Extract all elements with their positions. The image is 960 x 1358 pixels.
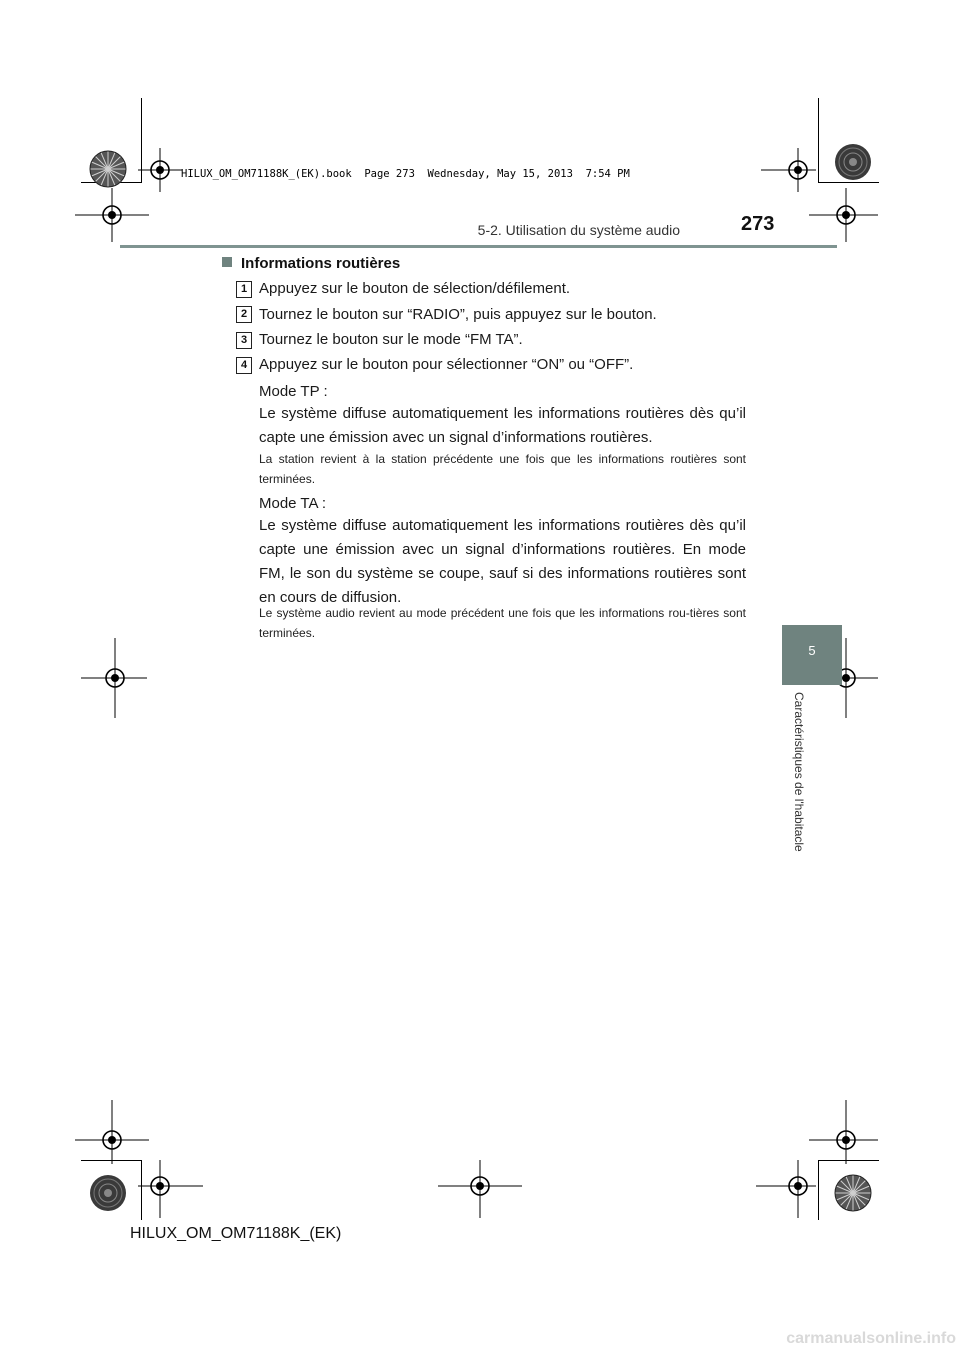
header-rule bbox=[120, 245, 837, 248]
mode-tp-heading: Mode TP : bbox=[259, 383, 328, 400]
color-wheel-icon bbox=[87, 1172, 129, 1214]
crop-line bbox=[818, 1160, 819, 1220]
crop-line bbox=[141, 1160, 142, 1220]
chapter-number: 5 bbox=[808, 643, 816, 658]
chapter-label: Caractéristiques de l'habitacle bbox=[792, 692, 806, 852]
page-number: 273 bbox=[741, 213, 775, 235]
step-text: Tournez le bouton sur le mode “FM TA”. bbox=[259, 331, 523, 348]
registration-mark-icon bbox=[148, 158, 149, 159]
mode-ta-note: Le système audio revient au mode précédent une fois que les informations rou-tières sont terminées. bbox=[259, 606, 746, 640]
mode-ta-heading: Mode TA : bbox=[259, 495, 326, 512]
registration-mark-icon bbox=[834, 203, 835, 204]
mode-tp-note: La station revient à la station précédente une fois que les informations routières sont terminées. bbox=[259, 452, 746, 486]
registration-mark-icon bbox=[834, 1128, 835, 1129]
crop-line bbox=[818, 1160, 879, 1161]
section-title bbox=[222, 255, 400, 272]
step-text: Appuyez sur le bouton pour sélectionner “ON” ou “OFF”. bbox=[259, 356, 634, 373]
step-number: 1 bbox=[236, 281, 252, 298]
step-number: 2 bbox=[236, 306, 252, 323]
color-wheel-icon bbox=[832, 141, 874, 183]
watermark: carmanualsonline.info bbox=[786, 1330, 956, 1347]
registration-mark-icon bbox=[103, 666, 104, 667]
footer-document-code: HILUX_OM_OM71188K_(EK) bbox=[130, 1225, 342, 1242]
registration-mark-icon bbox=[468, 1174, 469, 1175]
color-wheel-icon bbox=[87, 148, 129, 190]
registration-mark-icon bbox=[100, 203, 101, 204]
step-text: Tournez le bouton sur “RADIO”, puis appuyez sur le bouton. bbox=[259, 306, 657, 323]
registration-mark-icon bbox=[786, 158, 787, 159]
section-title-text: Informations routières bbox=[241, 255, 401, 272]
step-text: Appuyez sur le bouton de sélection/défilement. bbox=[259, 280, 571, 297]
square-bullet-icon bbox=[222, 257, 232, 267]
registration-mark-icon bbox=[148, 1174, 149, 1175]
book-info-line: HILUX_OM_OM71188K_(EK).book Page 273 Wednesday, May 15, 2013 7:54 PM bbox=[181, 168, 630, 180]
section-header: 5-2. Utilisation du système audio bbox=[477, 222, 680, 238]
mode-tp-body: Le système diffuse automatiquement les informations routières dès qu’il capte une émission avec un signal d’informations routières. bbox=[259, 405, 746, 446]
color-wheel-icon bbox=[832, 1172, 874, 1214]
mode-ta-body: Le système diffuse automatiquement les informations routières dès qu’il capte une émission avec un signal d’informations routières. En mode FM, le son du système se coupe, sauf si des informations routières sont en cours de diffusion. bbox=[259, 517, 746, 606]
registration-mark-icon bbox=[100, 1128, 101, 1129]
crop-line bbox=[818, 98, 819, 183]
registration-mark-icon bbox=[786, 1174, 787, 1175]
step-number: 4 bbox=[236, 357, 252, 374]
chapter-tab bbox=[782, 625, 842, 685]
step-number: 3 bbox=[236, 332, 252, 349]
